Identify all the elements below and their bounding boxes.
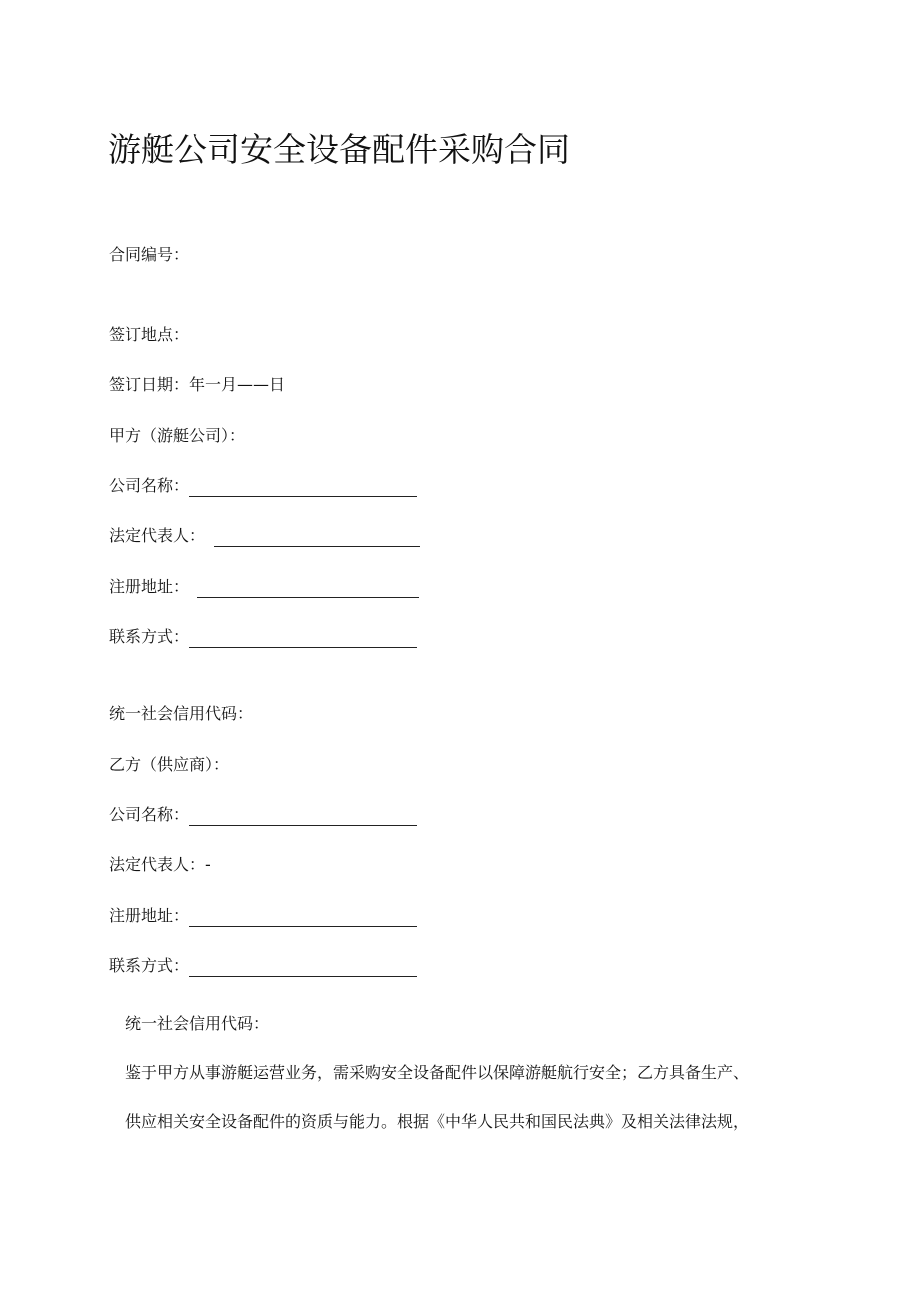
party-a-credit-code-label: 统一社会信用代码： [109,704,254,723]
party-a-heading-line [109,425,245,447]
sign-date-line [109,374,285,396]
document-title: 游艇公司安全设备配件采购合同 [108,130,570,169]
party-b-company-name-line [109,804,417,826]
party-b-address-label: 注册地址： [109,906,190,925]
party-b-contact-label: 联系方式： [109,956,190,975]
preamble-line-2: 供应相关安全设备配件的资质与能力。根据《中华人民共和国民法典》及相关法律法规， [125,1112,750,1131]
party-a-address-blank [197,579,419,598]
party-b-credit-code-line [125,1013,269,1035]
party-a-company-name-label: 公司名称： [109,476,190,495]
party-a-company-name-line [109,475,417,497]
party-a-legal-rep-line [109,525,420,547]
party-b-legal-rep-line [109,854,211,876]
party-b-contact-line [109,955,417,977]
party-b-credit-code-label: 统一社会信用代码： [125,1014,270,1033]
sign-place-label: 签订地点： [109,325,190,344]
party-b-heading-line [109,754,229,776]
party-b-address-line [109,905,417,927]
party-a-contact-line [109,626,417,648]
party-b-address-blank [189,908,417,927]
preamble-line-1: 鉴于甲方从事游艇运营业务，需采购安全设备配件以保障游艇航行安全；乙方具备生产、 [125,1063,750,1082]
party-b-company-name-label: 公司名称： [109,805,190,824]
party-a-legal-rep-blank [214,528,420,547]
party-a-address-line [109,576,419,598]
party-a-contact-blank [189,629,417,648]
party-b-heading: 乙方（供应商）： [109,755,230,774]
sign-place-line [109,324,189,346]
party-b-legal-rep-label: 法定代表人：- [109,855,211,874]
party-a-address-label: 注册地址： [109,577,190,596]
party-a-heading: 甲方（游艇公司）： [109,426,246,445]
party-a-credit-code-line [109,703,253,725]
contract-number-label: 合同编号： [109,245,190,264]
party-a-legal-rep-label: 法定代表人： [109,526,206,545]
sign-date-label: 签订日期：年一月——日 [109,375,286,394]
party-b-contact-blank [189,958,417,977]
contract-number-line [109,244,189,266]
party-a-company-name-blank [189,478,417,497]
party-b-company-name-blank [189,807,417,826]
party-a-contact-label: 联系方式： [109,627,190,646]
